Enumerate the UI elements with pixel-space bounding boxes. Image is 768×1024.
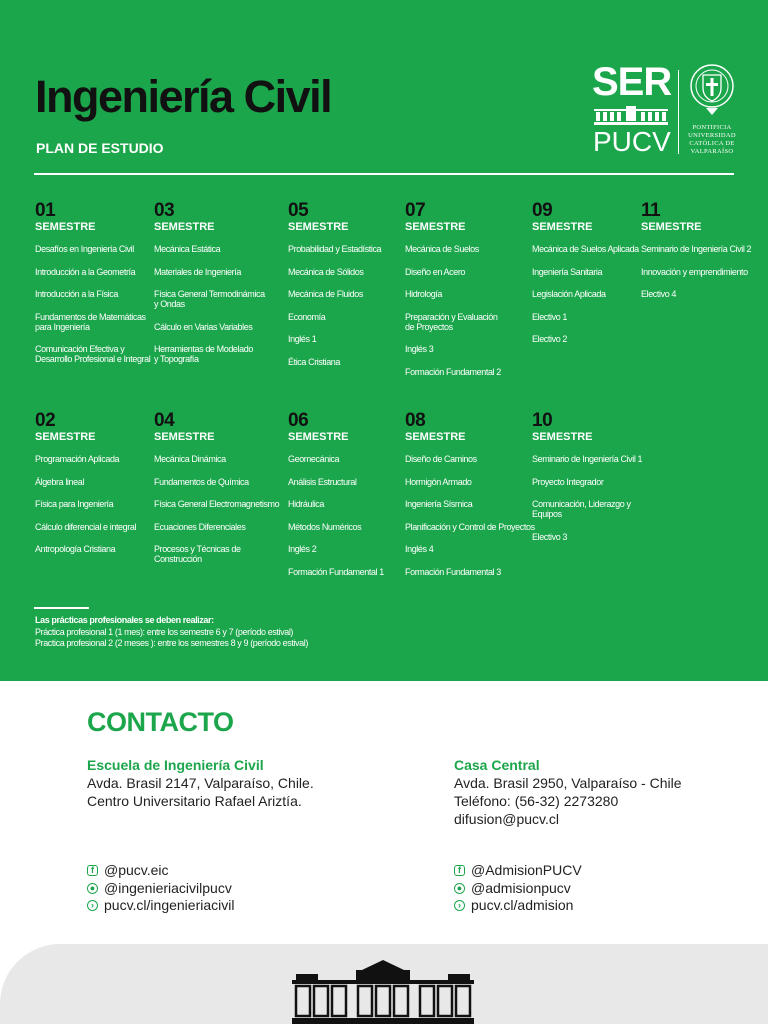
course-list bbox=[288, 244, 418, 367]
semester-number: 02 bbox=[35, 410, 56, 431]
facebook-icon: f bbox=[87, 865, 98, 876]
course-item: Álgebra lineal bbox=[35, 476, 84, 487]
practice-line-1: Práctica profesional 1 (1 mes): entre los semestre 6 y 7 (período estival) bbox=[35, 626, 294, 637]
semester-number: 09 bbox=[532, 200, 553, 221]
course-item: Métodos Numéricos bbox=[288, 521, 362, 532]
semester-label: SEMESTRE bbox=[288, 221, 349, 233]
school-location: Centro Universitario Rafael Ariztía. bbox=[87, 793, 302, 809]
course-item: Formación Fundamental 2 bbox=[405, 366, 501, 377]
semester-03 bbox=[154, 201, 284, 377]
course-list bbox=[641, 244, 768, 299]
ser-pucv-logo bbox=[592, 62, 742, 162]
school-instagram-link[interactable]: @ingenieriacivilpucv bbox=[104, 879, 232, 896]
course-item: Comunicación Efectiva y Desarrollo Profesional e Integral bbox=[35, 344, 151, 364]
course-item: Electivo 3 bbox=[532, 531, 568, 542]
page-subtitle: PLAN DE ESTUDIO bbox=[36, 140, 164, 156]
course-item: Inglés 2 bbox=[288, 544, 317, 554]
semester-label: SEMESTRE bbox=[154, 431, 215, 443]
school-facebook-link[interactable]: @pucv.eic bbox=[104, 862, 169, 878]
semester-11 bbox=[641, 201, 768, 312]
course-item: Fundamentos de Química bbox=[154, 476, 249, 487]
footer-band bbox=[0, 944, 768, 1024]
course-item: Cálculo en Varias Variables bbox=[154, 321, 253, 332]
practices-heading: Las prácticas profesionales se deben realizar: bbox=[35, 615, 214, 625]
semester-number: 07 bbox=[405, 200, 426, 221]
course-item: Inglés 3 bbox=[405, 344, 434, 354]
course-item: Ecuaciones Diferenciales bbox=[154, 521, 246, 532]
semester-07 bbox=[405, 201, 535, 389]
course-list bbox=[288, 454, 418, 577]
central-facebook-link[interactable]: @AdmisionPUCV bbox=[471, 862, 582, 878]
course-item: Física para Ingeniería bbox=[35, 499, 114, 509]
course-list bbox=[35, 454, 165, 554]
logo-university-name: PONTIFICIA UNIVERSIDAD CATÓLICA DE VALPARAÍSO bbox=[688, 124, 736, 155]
logo-building-icon bbox=[594, 105, 668, 125]
logo-ser-text: SER bbox=[592, 60, 672, 104]
course-item: Legislación Aplicada bbox=[532, 289, 606, 299]
semester-number: 01 bbox=[35, 200, 56, 221]
course-item: Mecánica de Sólidos bbox=[288, 266, 364, 277]
semester-label: SEMESTRE bbox=[405, 221, 466, 233]
course-item: Mecánica de Suelos bbox=[405, 244, 479, 254]
logo-pucv-text: PUCV bbox=[593, 126, 671, 157]
course-item: Electivo 2 bbox=[532, 334, 568, 344]
central-instagram-link[interactable]: @admisionpucv bbox=[471, 879, 571, 896]
facebook-icon: f bbox=[454, 865, 465, 876]
course-item: Mecánica Estática bbox=[154, 244, 221, 254]
central-title: Casa Central bbox=[454, 757, 540, 773]
semester-label: SEMESTRE bbox=[641, 221, 702, 233]
course-item: Introducción a la Física bbox=[35, 289, 118, 299]
course-item: Hidrología bbox=[405, 289, 443, 299]
practices-note bbox=[35, 615, 308, 650]
course-item: Antropología Cristiana bbox=[35, 544, 116, 554]
semester-06 bbox=[288, 411, 418, 589]
semester-label: SEMESTRE bbox=[154, 221, 215, 233]
course-item: Ética Cristiana bbox=[288, 356, 341, 367]
course-item: Mecánica Dinámica bbox=[154, 454, 226, 464]
course-item: Proyecto Integrador bbox=[532, 476, 604, 487]
course-list bbox=[405, 454, 535, 577]
course-item: Diseño de Caminos bbox=[405, 454, 477, 464]
practice-divider bbox=[34, 607, 89, 609]
course-item: Hormigón Armado bbox=[405, 476, 472, 487]
semester-number: 10 bbox=[532, 410, 553, 431]
course-item: Geomecánica bbox=[288, 454, 340, 464]
course-item: Electivo 1 bbox=[532, 311, 568, 322]
semester-label: SEMESTRE bbox=[35, 221, 96, 233]
university-crest-icon bbox=[688, 62, 736, 118]
central-contact bbox=[454, 756, 682, 828]
course-item: Física General Termodinámica y Ondas bbox=[154, 289, 265, 309]
central-email[interactable]: difusion@pucv.cl bbox=[454, 811, 559, 827]
course-list bbox=[35, 244, 165, 364]
contact-heading: CONTACTO bbox=[87, 707, 234, 737]
course-item: Seminario de Ingeniería Civil 2 bbox=[641, 244, 752, 254]
course-item: Ingeniería Sísmica bbox=[405, 499, 473, 509]
school-contact bbox=[87, 756, 314, 810]
course-item: Seminario de Ingeniería Civil 1 bbox=[532, 454, 643, 464]
course-item: Formación Fundamental 1 bbox=[288, 566, 384, 577]
semester-number: 06 bbox=[288, 410, 309, 431]
course-item: Electivo 4 bbox=[641, 289, 677, 299]
course-item: Cálculo diferencial e integral bbox=[35, 521, 137, 532]
logo-divider bbox=[678, 70, 679, 154]
course-item: Ingeniería Sanitaria bbox=[532, 266, 603, 277]
course-item: Introducción a la Geometría bbox=[35, 266, 136, 277]
course-list bbox=[154, 244, 284, 364]
course-item: Procesos y Técnicas de Construcción bbox=[154, 544, 241, 564]
page-title: Ingeniería Civil bbox=[35, 71, 332, 122]
semester-label: SEMESTRE bbox=[532, 431, 593, 443]
university-building-icon bbox=[292, 960, 474, 1024]
course-item: Inglés 4 bbox=[405, 544, 434, 554]
web-link-icon: › bbox=[87, 900, 98, 911]
course-item: Comunicación, Liderazgo y Equipos bbox=[532, 499, 631, 519]
semester-number: 03 bbox=[154, 200, 175, 221]
semester-label: SEMESTRE bbox=[532, 221, 593, 233]
semester-05 bbox=[288, 201, 418, 379]
school-title: Escuela de Ingeniería Civil bbox=[87, 757, 264, 773]
course-item: Preparación y Evaluación de Proyectos bbox=[405, 311, 498, 332]
course-item: Programación Aplicada bbox=[35, 454, 120, 464]
semester-label: SEMESTRE bbox=[288, 431, 349, 443]
course-item: Herramientas de Modelado y Topografía bbox=[154, 344, 253, 364]
semester-10 bbox=[532, 411, 662, 554]
course-list bbox=[532, 454, 662, 542]
instagram-icon: ● bbox=[87, 883, 98, 894]
semester-02 bbox=[35, 411, 165, 567]
course-item: Análisis Estructural bbox=[288, 476, 357, 487]
instagram-icon: ● bbox=[454, 883, 465, 894]
course-item: Economía bbox=[288, 311, 326, 322]
school-web-link[interactable]: pucv.cl/ingenieriacivil bbox=[104, 897, 235, 913]
semester-04 bbox=[154, 411, 284, 577]
course-item: Mecánica de Fluidos bbox=[288, 289, 363, 299]
course-item: Formación Fundamental 3 bbox=[405, 566, 501, 577]
school-address: Avda. Brasil 2147, Valparaíso, Chile. bbox=[87, 775, 314, 791]
semester-label: SEMESTRE bbox=[405, 431, 466, 443]
course-item: Desafíos en Ingeniería Civil bbox=[35, 244, 134, 254]
practice-line-2: Practica profesional 2 (2 meses ): entre los semestres 8 y 9 (período estival) bbox=[35, 638, 308, 648]
course-item: Inglés 1 bbox=[288, 334, 317, 344]
course-item: Hidráulica bbox=[288, 499, 325, 509]
course-list bbox=[154, 454, 284, 564]
central-phone: Teléfono: (56-32) 2273280 bbox=[454, 793, 619, 809]
semester-number: 11 bbox=[641, 200, 661, 221]
semester-label: SEMESTRE bbox=[35, 431, 96, 443]
semester-number: 08 bbox=[405, 410, 426, 431]
course-item: Mecánica de Suelos Aplicada bbox=[532, 244, 639, 254]
semester-number: 05 bbox=[288, 200, 309, 221]
central-web-link[interactable]: pucv.cl/admision bbox=[471, 897, 574, 913]
central-social-links bbox=[454, 862, 582, 915]
header-divider bbox=[34, 173, 734, 175]
course-item: Fundamentos de Matemáticas para Ingeniería bbox=[35, 311, 146, 332]
course-list bbox=[405, 244, 535, 377]
web-link-icon: › bbox=[454, 900, 465, 911]
course-item: Materiales de Ingeniería bbox=[154, 266, 241, 277]
school-social-links bbox=[87, 862, 234, 915]
course-item: Física General Electromagnetismo bbox=[154, 499, 280, 509]
semester-08 bbox=[405, 411, 535, 589]
course-item: Diseño en Acero bbox=[405, 266, 466, 277]
course-item: Planificación y Control de Proyectos bbox=[405, 521, 535, 532]
semester-number: 04 bbox=[154, 410, 175, 431]
semester-01 bbox=[35, 201, 165, 377]
central-address: Avda. Brasil 2950, Valparaíso - Chile bbox=[454, 775, 682, 791]
course-item: Innovación y emprendimiento bbox=[641, 266, 748, 277]
course-item: Probabilidad y Estadística bbox=[288, 244, 382, 254]
